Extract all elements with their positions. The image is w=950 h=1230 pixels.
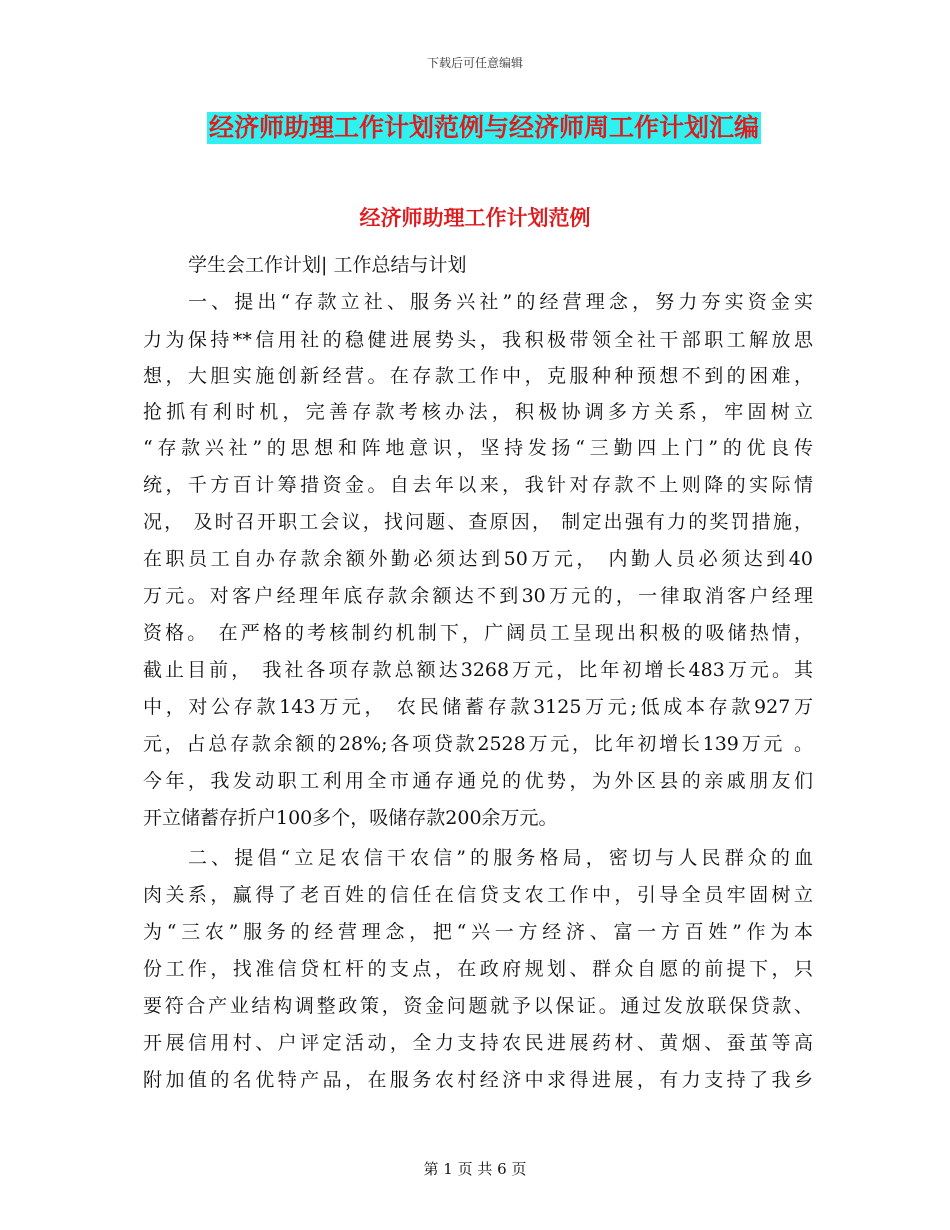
page-header-note: 下载后可任意编辑 <box>426 56 523 70</box>
paragraph-line: 为“三农”服务的经营理念，把“兴一方经济、富一方百姓”作为本 <box>143 921 813 943</box>
paragraph-line: “存款兴社”的思想和阵地意识，坚持发扬“三勤四上门”的优良传 <box>143 437 813 459</box>
paragraph-line: 元，占总存款余额的28%;各项贷款2528万元，比年初增长139万元 。 <box>143 733 813 755</box>
page-number-footer: 第 1 页 共 6 页 <box>423 1160 527 1178</box>
paragraph-line: 份工作，找准信贷杠杆的支点，在政府规划、群众自愿的前提下，只 <box>143 958 813 980</box>
paragraph-line: 今年，我发动职工利用全市通存通兑的优势，为外区县的亲戚朋友们 <box>143 770 813 792</box>
paragraph-line: 中，对公存款143万元， 农民储蓄存款3125万元;低成本存款927万 <box>143 696 813 718</box>
paragraph-line: 想，大胆实施创新经营。在存款工作中，克服种种预想不到的困难， <box>143 365 813 387</box>
document-main-title: 经济师助理工作计划范例与经济师周工作计划汇编 <box>209 113 760 142</box>
paragraph-line: 截止目前， 我社各项存款总额达3268万元，比年初增长483万元。其 <box>143 659 813 681</box>
paragraph-line: 统，千方百计筹措资金。自去年以来，我针对存款不上则降的实际情 <box>143 474 813 496</box>
paragraph-line: 二、提倡“立足农信干农信”的服务格局，密切与人民群众的血 <box>188 847 813 869</box>
paragraph-line: 要符合产业结构调整政策，资金问题就予以保证。通过发放联保贷款、 <box>143 995 813 1017</box>
paragraph-line: 在职员工自办存款余额外勤必须达到50万元， 内勤人员必须达到40 <box>143 548 813 570</box>
paragraph-line: 抢抓有利时机，完善存款考核办法，积极协调多方关系，牢固树立 <box>143 401 813 423</box>
paragraph-line: 况， 及时召开职工会议，找问题、查原因， 制定出强有力的奖罚措施， <box>143 511 813 533</box>
paragraph-line: 开展信用村、户评定活动，全力支持农民进展药材、黄烟、蚕茧等高 <box>143 1032 813 1054</box>
paragraph-line: 肉关系，赢得了老百姓的信任在信贷支农工作中，引导全员牢固树立 <box>143 884 813 906</box>
paragraph-line: 力为保持**信用社的稳健进展势头，我积极带领全社干部职工解放思 <box>143 329 813 351</box>
paragraph-line: 附加值的名优特产品，在服务农村经济中求得进展，有力支持了我乡 <box>143 1069 813 1091</box>
category-line: 学生会工作计划| 工作总结与计划 <box>188 254 467 276</box>
section-title: 经济师助理工作计划范例 <box>359 206 591 230</box>
paragraph-line: 万元。对客户经理年底存款余额达不到30万元的，一律取消客户经理 <box>143 585 813 607</box>
paragraph-line: 一、提出“存款立社、服务兴社”的经营理念，努力夯实资金实 <box>188 291 813 313</box>
paragraph-line: 开立储蓄存折户100多个，吸储存款200余万元。 <box>143 807 558 829</box>
paragraph-line: 资格。 在严格的考核制约机制下，广阔员工呈现出积极的吸储热情， <box>143 622 813 644</box>
